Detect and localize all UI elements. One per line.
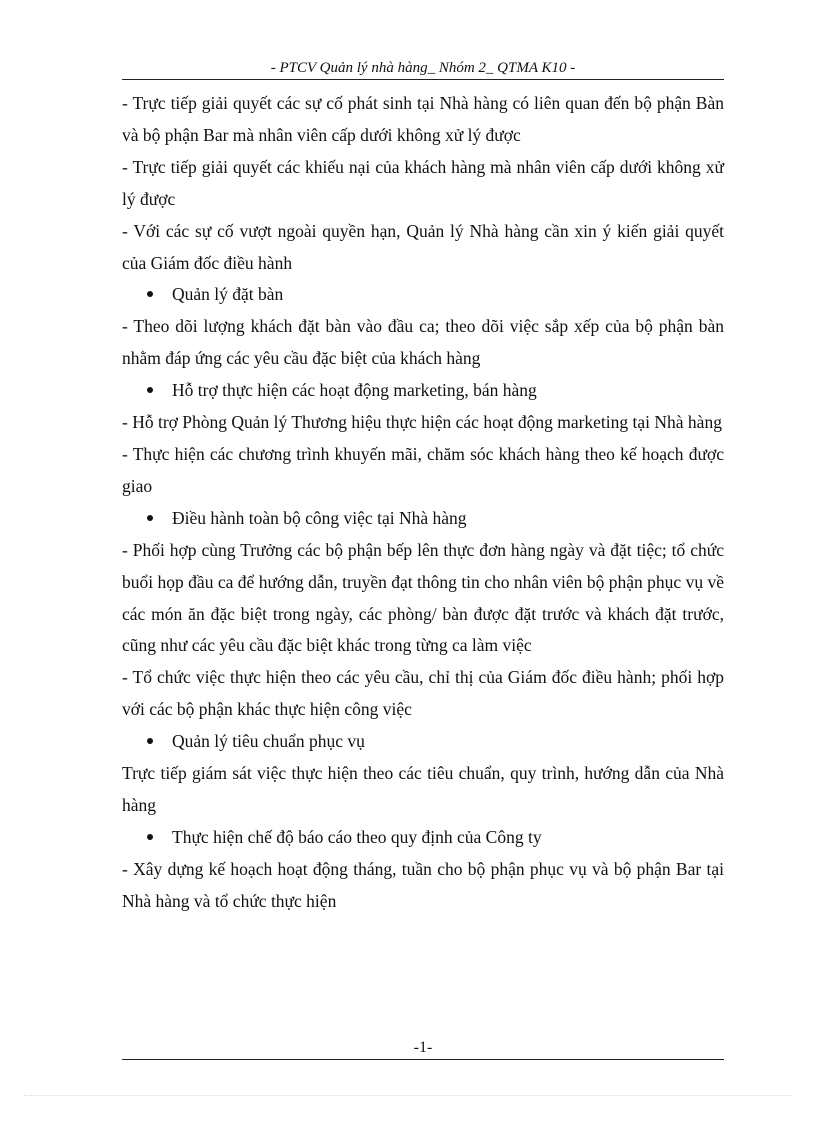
paragraph: - Trực tiếp giải quyết các sự cố phát sinh tại Nhà hàng có liên quan đến bộ phận Bàn và bộ phận Bar mà nhân viên cấp dưới không xử lý được [122, 93, 724, 145]
paragraph: - Thực hiện các chương trình khuyến mãi, chăm sóc khách hàng theo kế hoạch được giao [122, 443, 724, 496]
page-number: -1- [122, 1038, 724, 1060]
bullet-label: Hỗ trợ thực hiện các hoạt động marketing, bán hàng [172, 380, 537, 401]
paragraph: - Phối hợp cùng Trưởng các bộ phận bếp lên thực đơn hàng ngày và đặt tiệc; tổ chức buổi họp đầu ca để hướng dẫn, truyền đạt thông tin cho nhân viên bộ phận phục vụ về các món ăn đặc biệt trong ngày, các phòng/ bàn được đặt trước và khách đặt trước, cũng như các yêu cầu đặc biệt khác trong từng ca làm việc [122, 539, 724, 656]
bullet-item [122, 726, 724, 758]
bullet-item [122, 503, 724, 535]
bullet-icon [147, 515, 153, 521]
bullet-label: Điều hành toàn bộ công việc tại Nhà hàng [172, 507, 467, 528]
bullet-item [122, 279, 724, 311]
page-edge-divider [24, 1095, 792, 1096]
bullet-item [122, 822, 724, 854]
bullet-icon [147, 291, 153, 297]
paragraph: - Tổ chức việc thực hiện theo các yêu cầu, chỉ thị của Giám đốc điều hành; phối hợp với các bộ phận khác thực hiện công việc [122, 667, 724, 720]
bullet-label: Quản lý đặt bàn [172, 284, 284, 305]
bullet-icon [147, 387, 153, 393]
bullet-icon [147, 738, 153, 744]
bullet-icon [147, 834, 153, 840]
paragraph: - Theo dõi lượng khách đặt bàn vào đầu ca; theo dõi việc sắp xếp của bộ phận bàn nhằm đáp ứng các yêu cầu đặc biệt của khách hàng [122, 316, 724, 369]
paragraph: - Hỗ trợ Phòng Quản lý Thương hiệu thực hiện các hoạt động marketing tại Nhà hàng [122, 412, 722, 433]
paragraph: - Với các sự cố vượt ngoài quyền hạn, Quản lý Nhà hàng cần xin ý kiến giải quyết của Giám đốc điều hành [122, 220, 724, 273]
paragraph: - Trực tiếp giải quyết các khiếu nại của khách hàng mà nhân viên cấp dưới không xử lý được [122, 156, 724, 209]
paragraph: - Xây dựng kế hoạch hoạt động tháng, tuần cho bộ phận phục vụ và bộ phận Bar tại Nhà hàng và tổ chức thực hiện [122, 858, 724, 911]
document-body [122, 88, 724, 918]
page-header: - PTCV Quản lý nhà hàng_ Nhóm 2_ QTMA K10 - [122, 58, 724, 80]
bullet-label: Thực hiện chế độ báo cáo theo quy định của Công ty [172, 826, 542, 847]
bullet-item [122, 375, 724, 407]
bullet-label: Quản lý tiêu chuẩn phục vụ [172, 731, 365, 752]
paragraph: Trực tiếp giám sát việc thực hiện theo các tiêu chuẩn, quy trình, hướng dẫn của Nhà hàng [122, 763, 724, 815]
